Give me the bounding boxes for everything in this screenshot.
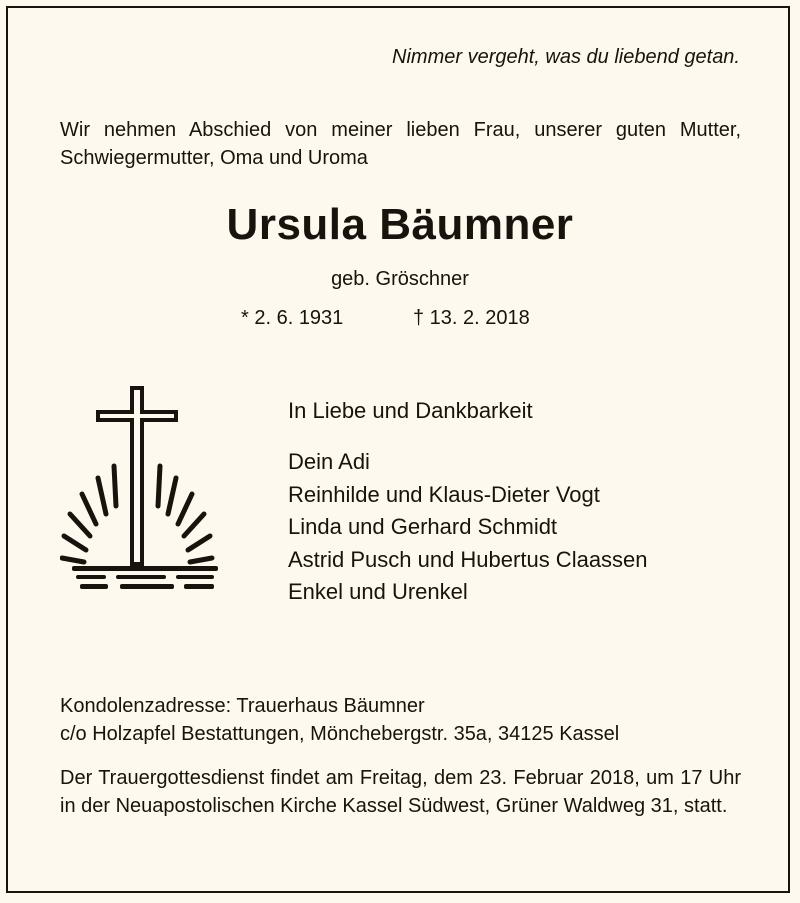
birth-name: geb. Gröschner — [331, 268, 469, 290]
condolence-line: c/o Holzapfel Bestattungen, Mönchebergstr. 35a, 34125 Kassel — [60, 723, 620, 745]
death-date: † 13. 2. 2018 — [413, 307, 530, 329]
mourner-item: Reinhilde und Klaus-Dieter Vogt — [288, 481, 600, 507]
deceased-name: Ursula Bäumner — [226, 200, 574, 249]
condolence-line: Kondolenzadresse: Trauerhaus Bäumner — [60, 695, 425, 717]
mourner-item: Linda und Gerhard Schmidt — [288, 514, 558, 539]
birth-date: * 2. 6. 1931 — [241, 307, 344, 329]
service-info: Der Trauergottesdienst findet am Freitag, dem 23. Februar 2018, um 17 Uhr in der Neuapostolischen Kirche Kassel Südwest, Grüner Waldweg 31, statt. — [60, 767, 741, 817]
mourners-list — [288, 446, 648, 609]
mourner-item: Dein Adi — [288, 449, 370, 474]
motto: Nimmer vergeht, was du liebend getan. — [392, 46, 740, 68]
cross-sun-waves-icon — [60, 386, 230, 596]
intro-text: Wir nehmen Abschied von meiner lieben Frau, unserer guten Mutter, Schwiegermutter, Oma und Uroma — [60, 119, 741, 169]
mourner-item: Enkel und Urenkel — [288, 579, 468, 604]
thanks-line: In Liebe und Dankbarkeit — [288, 398, 533, 423]
condolence-address — [60, 692, 619, 748]
mourner-item: Astrid Pusch und Hubertus Claassen — [288, 546, 648, 572]
